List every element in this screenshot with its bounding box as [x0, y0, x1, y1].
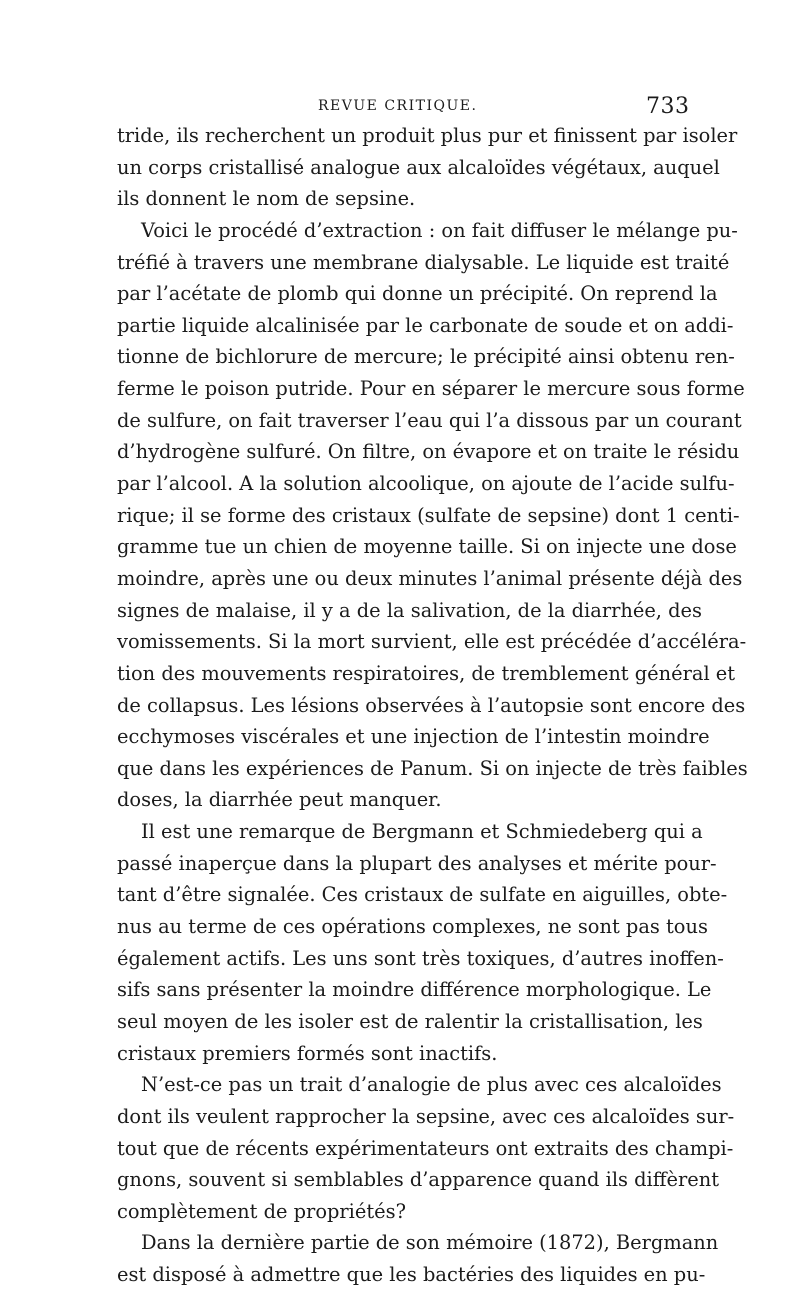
text-line: tion des mouvements respiratoires, de tremblement général et	[117, 661, 736, 685]
text-line: dont ils veulent rapprocher la sepsine, avec ces alcaloïdes sur-	[117, 1104, 735, 1128]
text-line: Il est une remarque de Bergmann et Schmiedeberg qui a	[141, 820, 703, 844]
text-line: de sulfure, on fait traverser l’eau qui l’a dissous par un courant	[117, 408, 742, 432]
text-line: passé inaperçue dans la plupart des analyses et mérite pour-	[117, 851, 717, 875]
text-line: par l’acétate de plomb qui donne un précipité. On reprend la	[117, 282, 718, 306]
text-line: rique; il se forme des cristaux (sulfate de sepsine) dont 1 centi-	[117, 503, 740, 527]
text-line: Voici le procédé d’extraction : on fait diffuser le mélange pu-	[141, 218, 738, 242]
text-line: moindre, après une ou deux minutes l’animal présente déjà des	[117, 566, 743, 590]
page-number: 733	[646, 94, 690, 119]
running-title: REVUE CRITIQUE.	[318, 98, 478, 114]
text-line: doses, la diarrhée peut manquer.	[117, 788, 442, 812]
text-line: tionne de bichlorure de mercure; le précipité ainsi obtenu ren-	[117, 345, 735, 369]
text-line: Dans la dernière partie de son mémoire (1872), Bergmann	[141, 1231, 719, 1255]
text-line: tride, ils recherchent un produit plus pur et finissent par isoler	[117, 124, 738, 147]
text-line: par l’alcool. A la solution alcoolique, on ajoute de l’acide sulfu-	[117, 472, 735, 496]
text-line: sifs sans présenter la moindre différence morphologique. Le	[117, 978, 712, 1002]
text-line: gramme tue un chien de moyenne taille. Si on injecte une dose	[117, 535, 737, 559]
text-line: N’est-ce pas un trait d’analogie de plus avec ces alcaloïdes	[141, 1073, 722, 1097]
text-line: d’hydrogène sulfuré. On filtre, on évapore et on traite le résidu	[117, 440, 740, 464]
text-line: un corps cristallisé analogue aux alcaloïdes végétaux, auquel	[117, 155, 720, 179]
text-line: tout que de récents expérimentateurs ont extraits des champi-	[117, 1136, 734, 1160]
text-line: également actifs. Les uns sont très toxiques, d’autres inoffen-	[117, 946, 724, 970]
text-line: nus au terme de ces opérations complexes, ne sont pas tous	[117, 915, 708, 939]
text-line: gnons, souvent si semblables d’apparence quand ils diffèrent	[117, 1168, 720, 1192]
text-line: ils donnent le nom de sepsine.	[117, 187, 416, 211]
text-line: complètement de propriétés?	[117, 1199, 406, 1223]
text-line: seul moyen de les isoler est de ralentir la cristallisation, les	[117, 1009, 703, 1033]
text-line: tréfié à travers une membrane dialysable. Le liquide est traité	[117, 250, 730, 274]
text-line: vomissements. Si la mort survient, elle est précédée d’accéléra-	[117, 630, 747, 654]
text-line: cristaux premiers formés sont inactifs.	[117, 1041, 498, 1065]
text-line: signes de malaise, il y a de la salivation, de la diarrhée, des	[117, 598, 702, 622]
text-line: tant d’être signalée. Ces cristaux de sulfate en aiguilles, obte-	[117, 883, 728, 907]
text-line: partie liquide alcalinisée par le carbonate de soude et on addi-	[117, 313, 734, 337]
text-line: ecchymoses viscérales et une injection de l’intestin moindre	[117, 725, 710, 749]
text-line: est disposé à admettre que les bactéries des liquides en pu-	[117, 1263, 706, 1287]
body-text	[117, 120, 748, 1291]
text-line: ferme le poison putride. Pour en séparer le mercure sous forme	[117, 377, 745, 401]
text-line: de collapsus. Les lésions observées à l’autopsie sont encore des	[117, 693, 746, 717]
text-line: que dans les expériences de Panum. Si on injecte de très faibles	[117, 756, 748, 780]
